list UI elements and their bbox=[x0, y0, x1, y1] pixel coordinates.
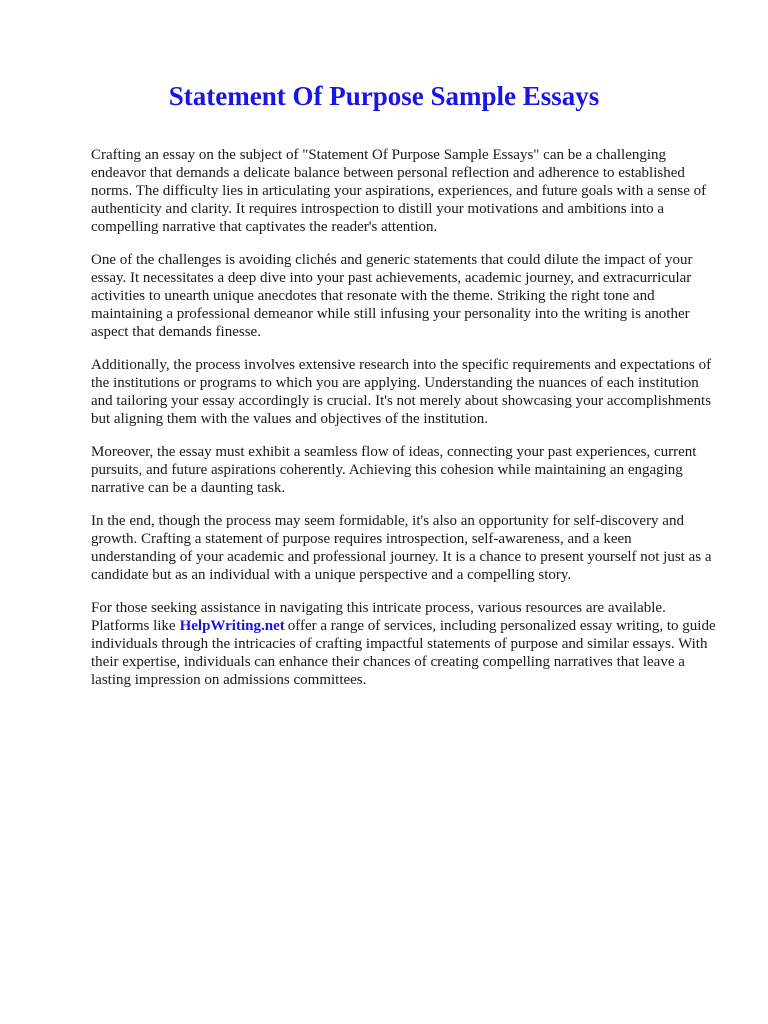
paragraph-4: Moreover, the essay must exhibit a seamless flow of ideas, connecting your past experiences, current pursuits, and future aspirations coherently. Achieving this cohesion while maintaining an engaging narrative can be a daunting task. bbox=[91, 444, 697, 497]
paragraph-6-before-link: For those seeking assistance in navigating this intricate process, various resources are available. Platforms like bbox=[91, 599, 666, 635]
paragraph-6 bbox=[91, 599, 719, 689]
page-title: Statement Of Purpose Sample Essays bbox=[168, 81, 600, 111]
paragraph-1: Crafting an essay on the subject of "Statement Of Purpose Sample Essays" can be a challenging endeavor that demands a delicate balance between personal reflection and adherence to established norms. The difficulty lies in articulating your aspirations, experiences, and future goals with a sense of authenticity and clarity. It requires introspection to distill your motivations and ambitions into a compelling narrative that captivates the reader's attention. bbox=[91, 147, 707, 236]
paragraph-6-after-link: offer a range of services, including personalized essay writing, to guide individuals through the intricacies of crafting impactful statements of purpose and similar essays. With their expertise, individuals can enhance their chances of creating compelling narratives that leave a lasting impression on admissions committees. bbox=[91, 618, 716, 689]
paragraph-2: One of the challenges is avoiding clichés and generic statements that could dilute the impact of your essay. It necessitates a deep dive into your past achievements, academic journey, and extracurricular activities to unearth unique anecdotes that resonate with the theme. Striking the right tone and maintaining a professional demeanor while still infusing your personality into the writing is another aspect that demands finesse. bbox=[91, 252, 693, 341]
paragraph-3: Additionally, the process involves extensive research into the specific requirements and expectations of the institutions or programs to which you are applying. Understanding the nuances of each institution and tailoring your essay accordingly is crucial. It's not merely about showcasing your accomplishments but aligning them with the values and objectives of the institution. bbox=[91, 357, 712, 428]
essay-body bbox=[91, 146, 719, 704]
helpwriting-link[interactable]: HelpWriting.net bbox=[179, 618, 285, 635]
paragraph-5: In the end, though the process may seem formidable, it's also an opportunity for self-discovery and growth. Crafting a statement of purpose requires introspection, self-awareness, and a keen understanding of your academic and professional journey. It is a chance to present yourself not just as a candidate but as an individual with a unique perspective and a compelling story. bbox=[91, 512, 712, 584]
